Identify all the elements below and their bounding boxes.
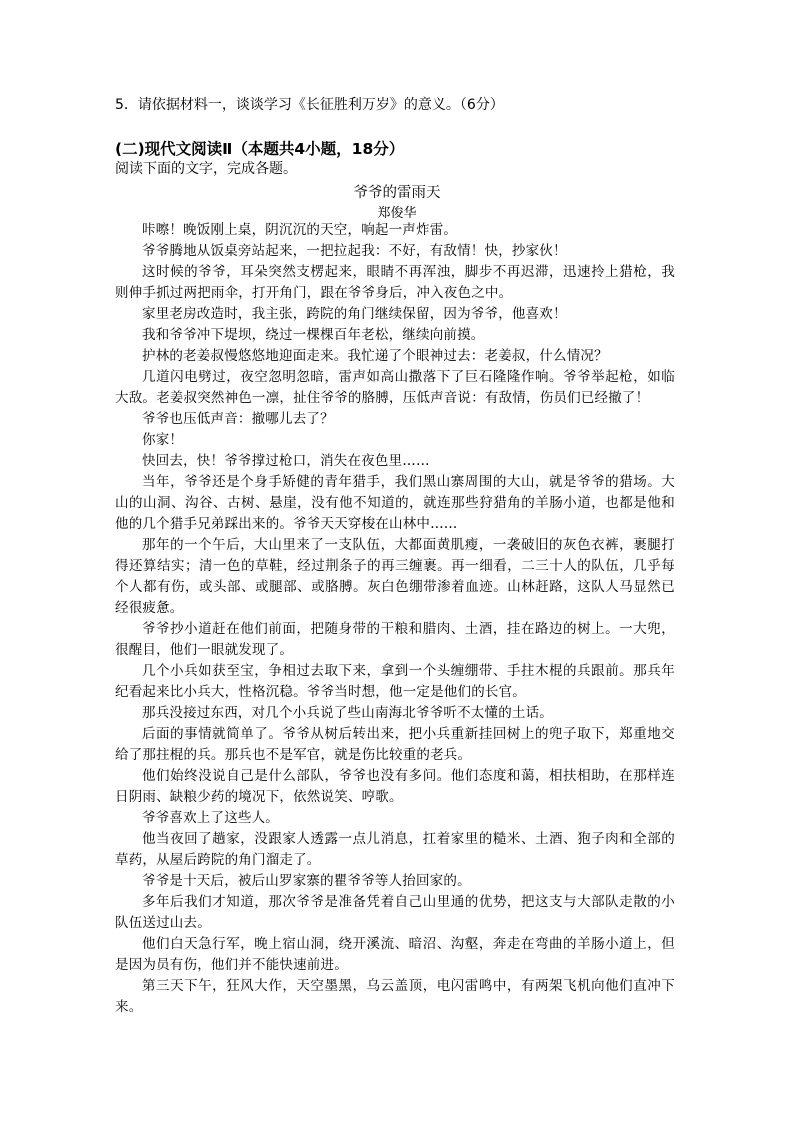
paragraph: 他们始终没说自己是什么部队，爷爷也没有多问。他们态度和蔼，相扶相助，在那样连日阴雨、缺粮少药的境况下，依然说笑、哼歌。 <box>115 768 675 805</box>
paragraph: 家里老房改造时，我主张，跨院的角门继续保留，因为爷爷，他喜欢！ <box>142 306 567 322</box>
reading-instruction: 阅读下面的文字，完成各题。 <box>115 161 297 177</box>
paragraph: 第三天下午，狂风大作，天空墨黑，乌云盖顶，电闪雷鸣中，有两架飞机向他们直冲下来。 <box>115 978 675 1015</box>
paragraph: 爷爷抄小道赶在他们前面，把随身带的干粮和腊肉、土酒，挂在路边的树上。一大兜，很醒目，他们一眼就发现了。 <box>115 621 675 658</box>
section-title: (二)现代文阅读Ⅱ（本题共4小题，18分） <box>115 140 405 158</box>
paragraph: 当年，爷爷还是个身手矫健的青年猎手，我们黑山寨周围的大山，就是爷爷的猎场。大山的山洞、沟谷、古树、悬崖，没有他不知道的，就连那些狩猎角的羊肠小道，也都是他和他的几个猎手兄弟踩出来的。爷爷天天穿梭在山林中…… <box>115 474 675 532</box>
paragraph: 他当夜回了趟家，没跟家人透露一点儿消息，扛着家里的糙米、土酒、狍子肉和全部的草药，从屋后跨院的角门溜走了。 <box>115 831 675 868</box>
question-5: 5．请依据材料一，谈谈学习《长征胜利万岁》的意义。（6分） <box>115 97 504 113</box>
story-body <box>115 220 675 1018</box>
paragraph: 后面的事情就简单了。爷爷从树后转出来，把小兵重新挂回树上的兜子取下，郑重地交给了那拄棍的兵。那兵也不是军官，就是伤比较重的老兵。 <box>115 726 675 763</box>
paragraph: 护林的老姜叔慢悠悠地迎面走来。我忙递了个眼神过去：老姜叔，什么情况？ <box>142 348 608 364</box>
story-author: 郑俊华 <box>377 206 417 221</box>
paragraph: 快回去，快！爷爷撑过枪口，消失在夜色里…… <box>142 453 430 469</box>
paragraph: 他们白天急行军，晚上宿山洞，绕开溪流、暗沼、沟壑，奔走在弯曲的羊肠小道上，但是因为员有伤，他们并不能快速前进。 <box>115 936 675 973</box>
paragraph: 爷爷是十天后，被后山罗家寨的瞿爷爷等人抬回家的。 <box>142 873 471 889</box>
paragraph: 这时候的爷爷，耳朵突然支楞起来，眼睛不再浑浊，脚步不再迟滞，迅速拎上猎枪，我则伸手抓过两把雨伞，打开角门，跟在爷爷身后，冲入夜色之中。 <box>115 264 675 301</box>
paragraph: 那兵没接过东西，对几个小兵说了些山南海北爷爷听不太懂的土话。 <box>142 705 553 721</box>
paragraph: 多年后我们才知道，那次爷爷是准备凭着自己山里通的优势，把这支与大部队走散的小队伍送过山去。 <box>115 894 675 931</box>
paragraph: 几个小兵如获至宝，争相过去取下来，拿到一个头缠绷带、手拄木棍的兵跟前。那兵年纪看起来比小兵大，性格沉稳。爷爷当时想，他一定是他们的长官。 <box>115 663 675 700</box>
paragraph: 我和爷爷冲下堤坝，绕过一棵棵百年老松，继续向前摸。 <box>142 327 485 343</box>
paragraph: 你家！ <box>142 432 184 448</box>
paragraph: 几道闪电劈过，夜空忽明忽暗，雷声如高山撒落下了巨石隆隆作响。爷爷举起枪，如临大敌。老姜叔突然神色一凛，扯住爷爷的胳膊，压低声音说：有敌情，伤员们已经撤了！ <box>115 369 675 406</box>
story-title: 爷爷的雷雨天 <box>353 185 441 201</box>
paragraph: 爷爷喜欢上了这些人。 <box>142 810 279 826</box>
paragraph: 咔嚓！晚饭刚上桌，阴沉沉的天空，响起一声炸雷。 <box>142 222 458 238</box>
paragraph: 爷爷腾地从饭桌旁站起来，一把拉起我：不好，有敌情！快，抄家伙！ <box>142 243 567 259</box>
paragraph: 爷爷也压低声音：撤哪儿去了？ <box>142 411 334 427</box>
paragraph: 那年的一个午后，大山里来了一支队伍，大都面黄肌瘦，一袭破旧的灰色衣裤，裹腿打得还算结实；清一色的草鞋，经过荆条子的再三缠裹。再一细看，二三十人的队伍，几乎每个人都有伤，或头部、或腿部、或胳膊。灰白色绷带渗着血迹。山林赶路，这队人马显然已经很疲惫。 <box>115 537 675 616</box>
